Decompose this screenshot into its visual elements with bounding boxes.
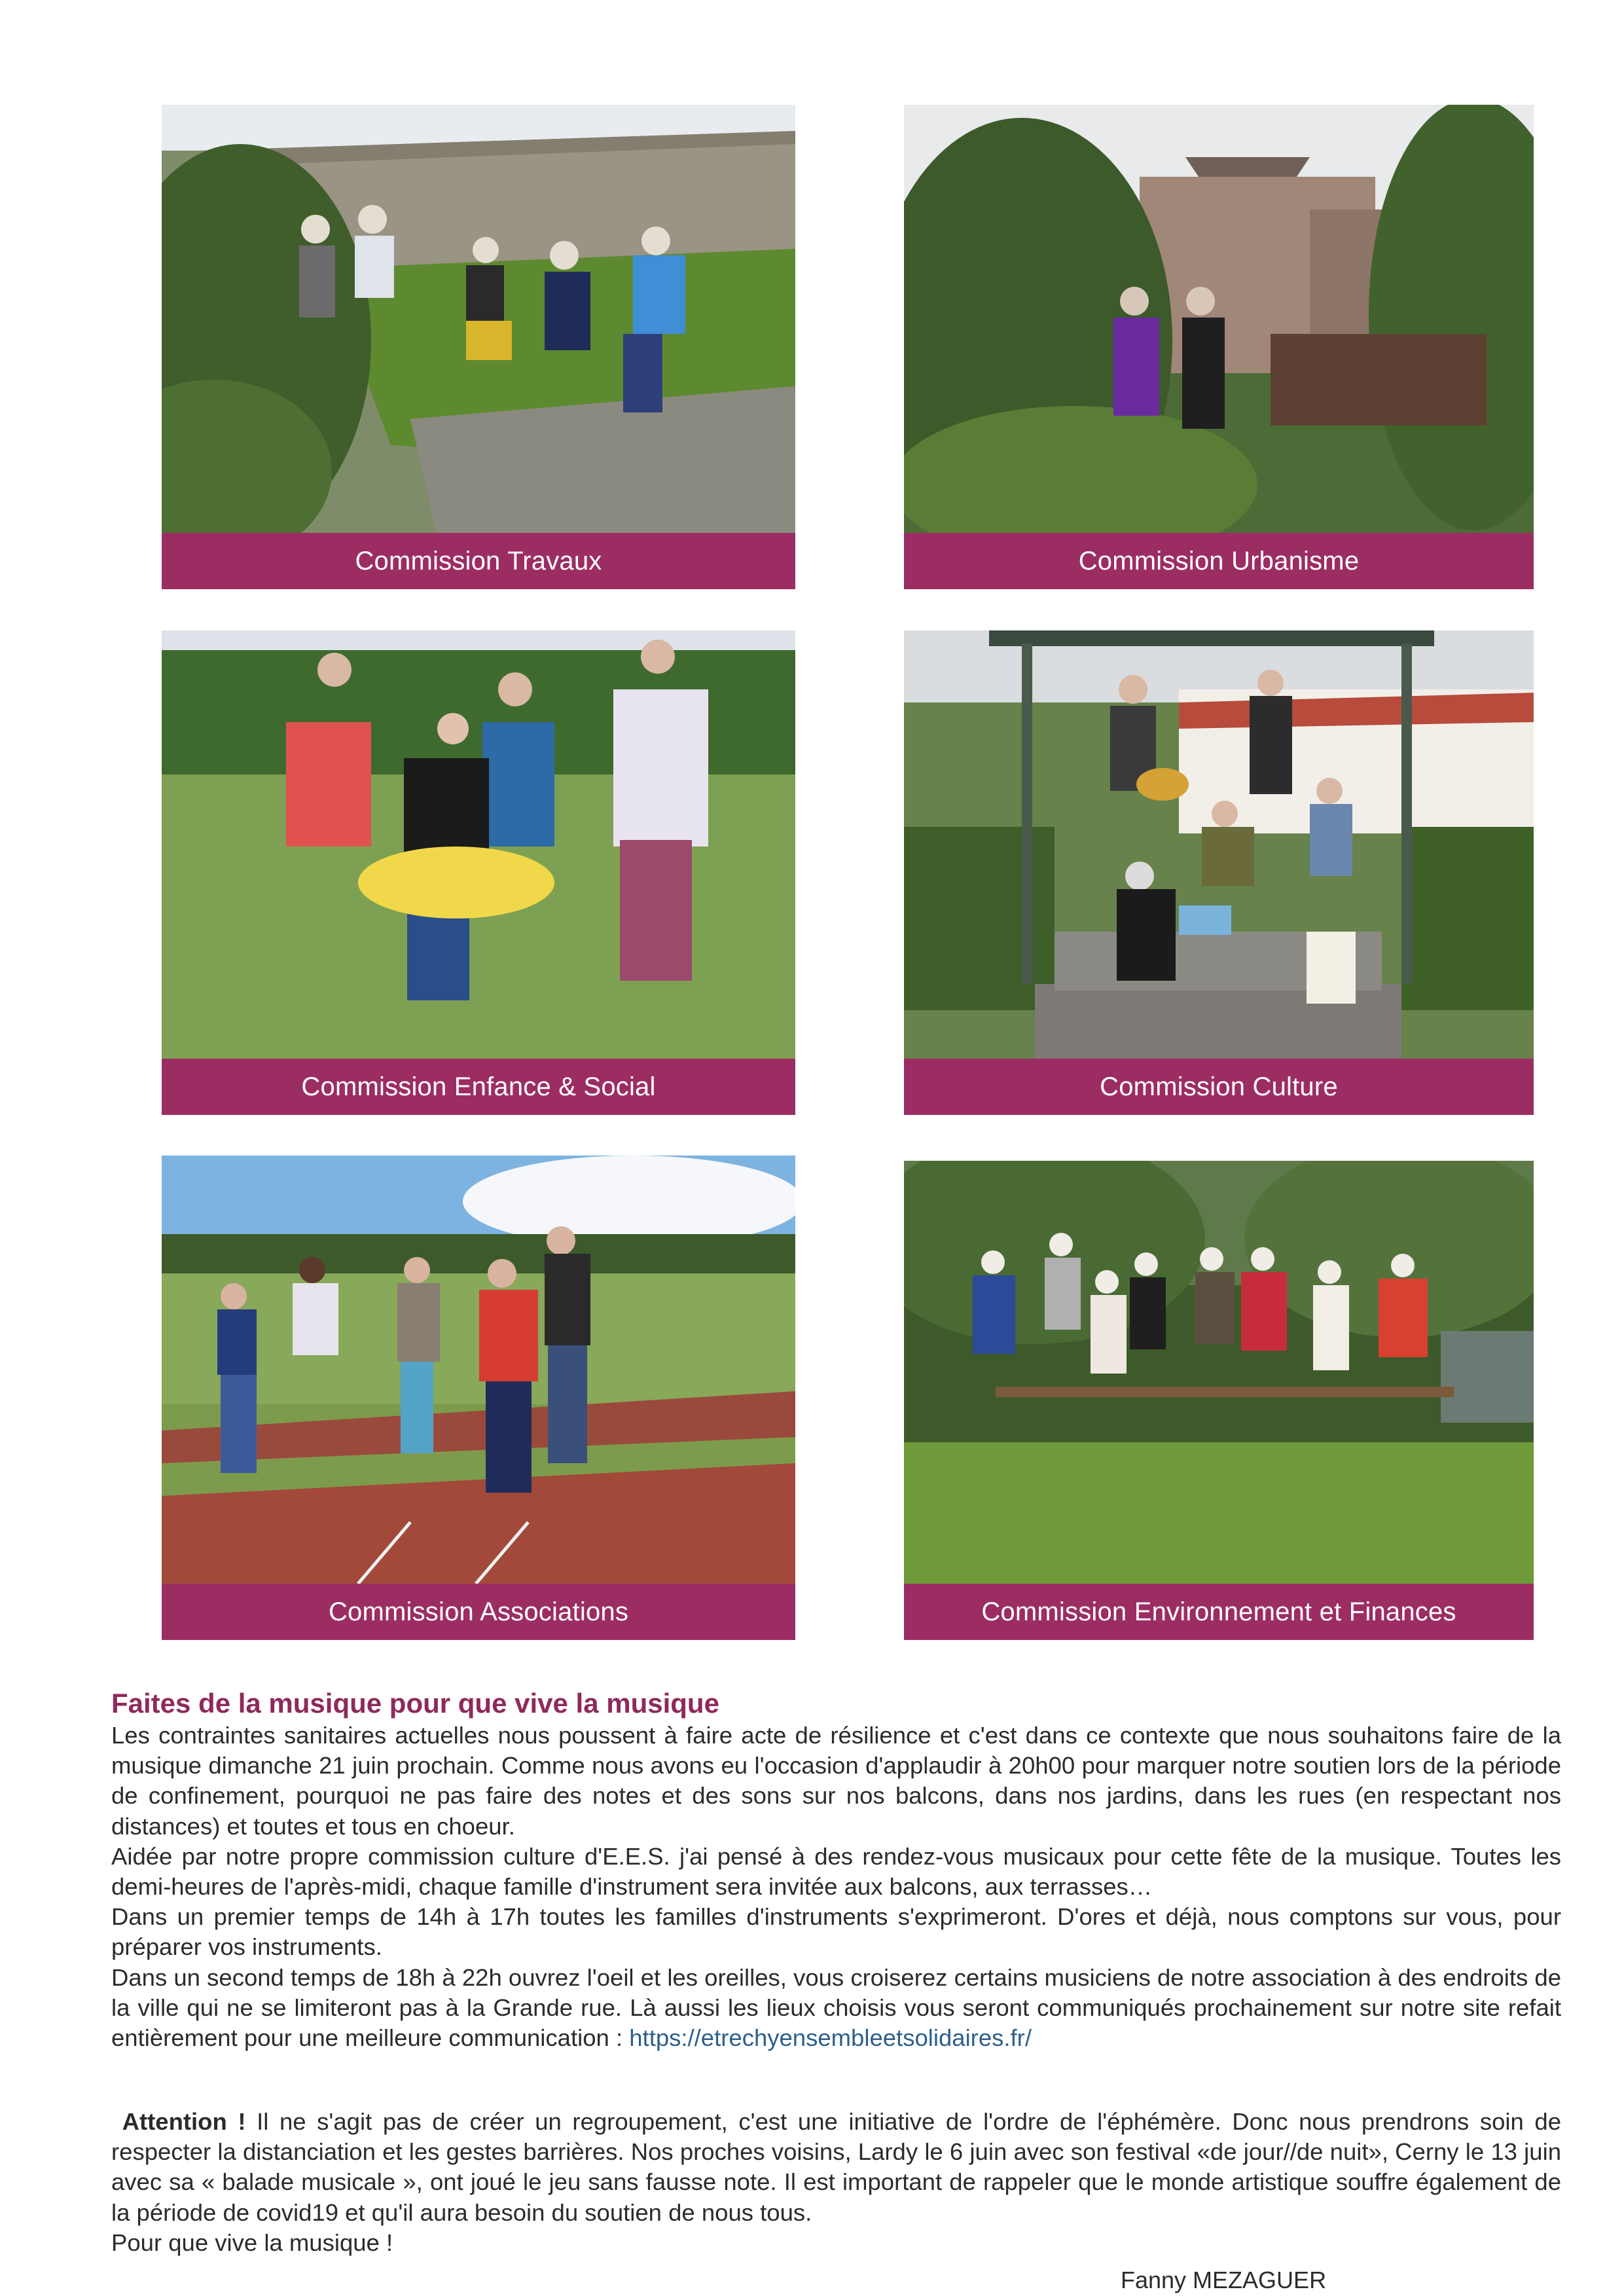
article-paragraph: Dans un premier temps de 14h à 17h toutes les familles d'instruments s'exprimeront. D'ores et déjà, nous comptons sur vous, pour préparer vos instruments. [111, 1903, 1561, 1961]
attention-text: Il ne s'agit pas de créer un regroupement, c'est une initiative de l'ordre de l'éphémère. Donc nous prendrons soin de respecter la distanciation et les gestes barrières. Nos proches voisins, Lardy le 6 juin avec son festival «de jour//de nuit», Cerny le 13 juin avec sa « balade musicale », ont joué le jeu sans fausse note. Il est important de rappeler que le monde artistique souffre également de la période de covid19 et qu'il aura besoin du soutien de nous tous. [111, 2108, 1561, 2226]
photo-card-urbanisme [904, 105, 1534, 589]
website-link[interactable]: https://etrechyensembleetsolidaires.fr/ [629, 2024, 1032, 2052]
article-title: Faites de la musique pour que vive la musique [111, 1688, 719, 1719]
signature: Fanny MEZAGUER [1121, 2267, 1327, 2293]
article-paragraph: Les contraintes sanitaires actuelles nous poussent à faire acte de résilience et c'est dans ce contexte que nous souhaitons faire de la musique dimanche 21 juin prochain. Comme nous avons eu l'occasion d'applaudir à 20h00 pour marquer notre soutien lors de la période de confinement, pourquoi ne pas faire des notes et des sons sur nos balcons, dans nos jardins, dans les rues (en respectant nos distances) et toutes et tous en choeur. [111, 1722, 1561, 1840]
photo-travaux [162, 105, 795, 533]
caption-urbanisme: Commission Urbanisme [904, 533, 1534, 589]
article-paragraph: Aidée par notre propre commission culture d'E.E.S. j'ai pensé à des rendez-vous musicaux pour cette fête de la musique. Toutes les demi-heures de l'après-midi, chaque famille d'instrument sera invitée aux balcons, aux terrasses… [111, 1842, 1561, 1901]
photo-card-culture [904, 630, 1534, 1115]
photo-environnement [904, 1161, 1534, 1584]
caption-associations: Commission Associations [162, 1584, 795, 1640]
photo-card-associations [162, 1156, 795, 1640]
attention-block [111, 2107, 1561, 2258]
caption-enfance: Commission Enfance & Social [162, 1059, 795, 1115]
caption-environnement: Commission Environnement et Finances [904, 1584, 1534, 1640]
photo-card-travaux [162, 105, 795, 589]
attention-paragraph [111, 2107, 1561, 2228]
closing-line: Pour que vive la musique ! [111, 2229, 393, 2256]
attention-label: Attention ! [122, 2108, 246, 2135]
photo-associations [162, 1156, 795, 1584]
photo-urbanisme [904, 105, 1534, 533]
caption-culture: Commission Culture [904, 1059, 1534, 1115]
caption-travaux: Commission Travaux [162, 533, 795, 589]
article-body [111, 1721, 1561, 2053]
photo-enfance [162, 630, 795, 1059]
photo-card-enfance [162, 630, 795, 1115]
article-paragraph-text: Dans un second temps de 18h à 22h ouvrez l'oeil et les oreilles, vous croiserez certains musiciens de notre association à des endroits de la ville qui ne se limiteront pas à la Grande rue. Là aussi les lieux choisis vous seront communiqués prochainement sur notre site refait entièrement pour une meilleure communication : [111, 1963, 1561, 2052]
article-paragraph [111, 1963, 1561, 2054]
photo-card-environnement [904, 1161, 1534, 1640]
photo-culture [904, 630, 1534, 1059]
